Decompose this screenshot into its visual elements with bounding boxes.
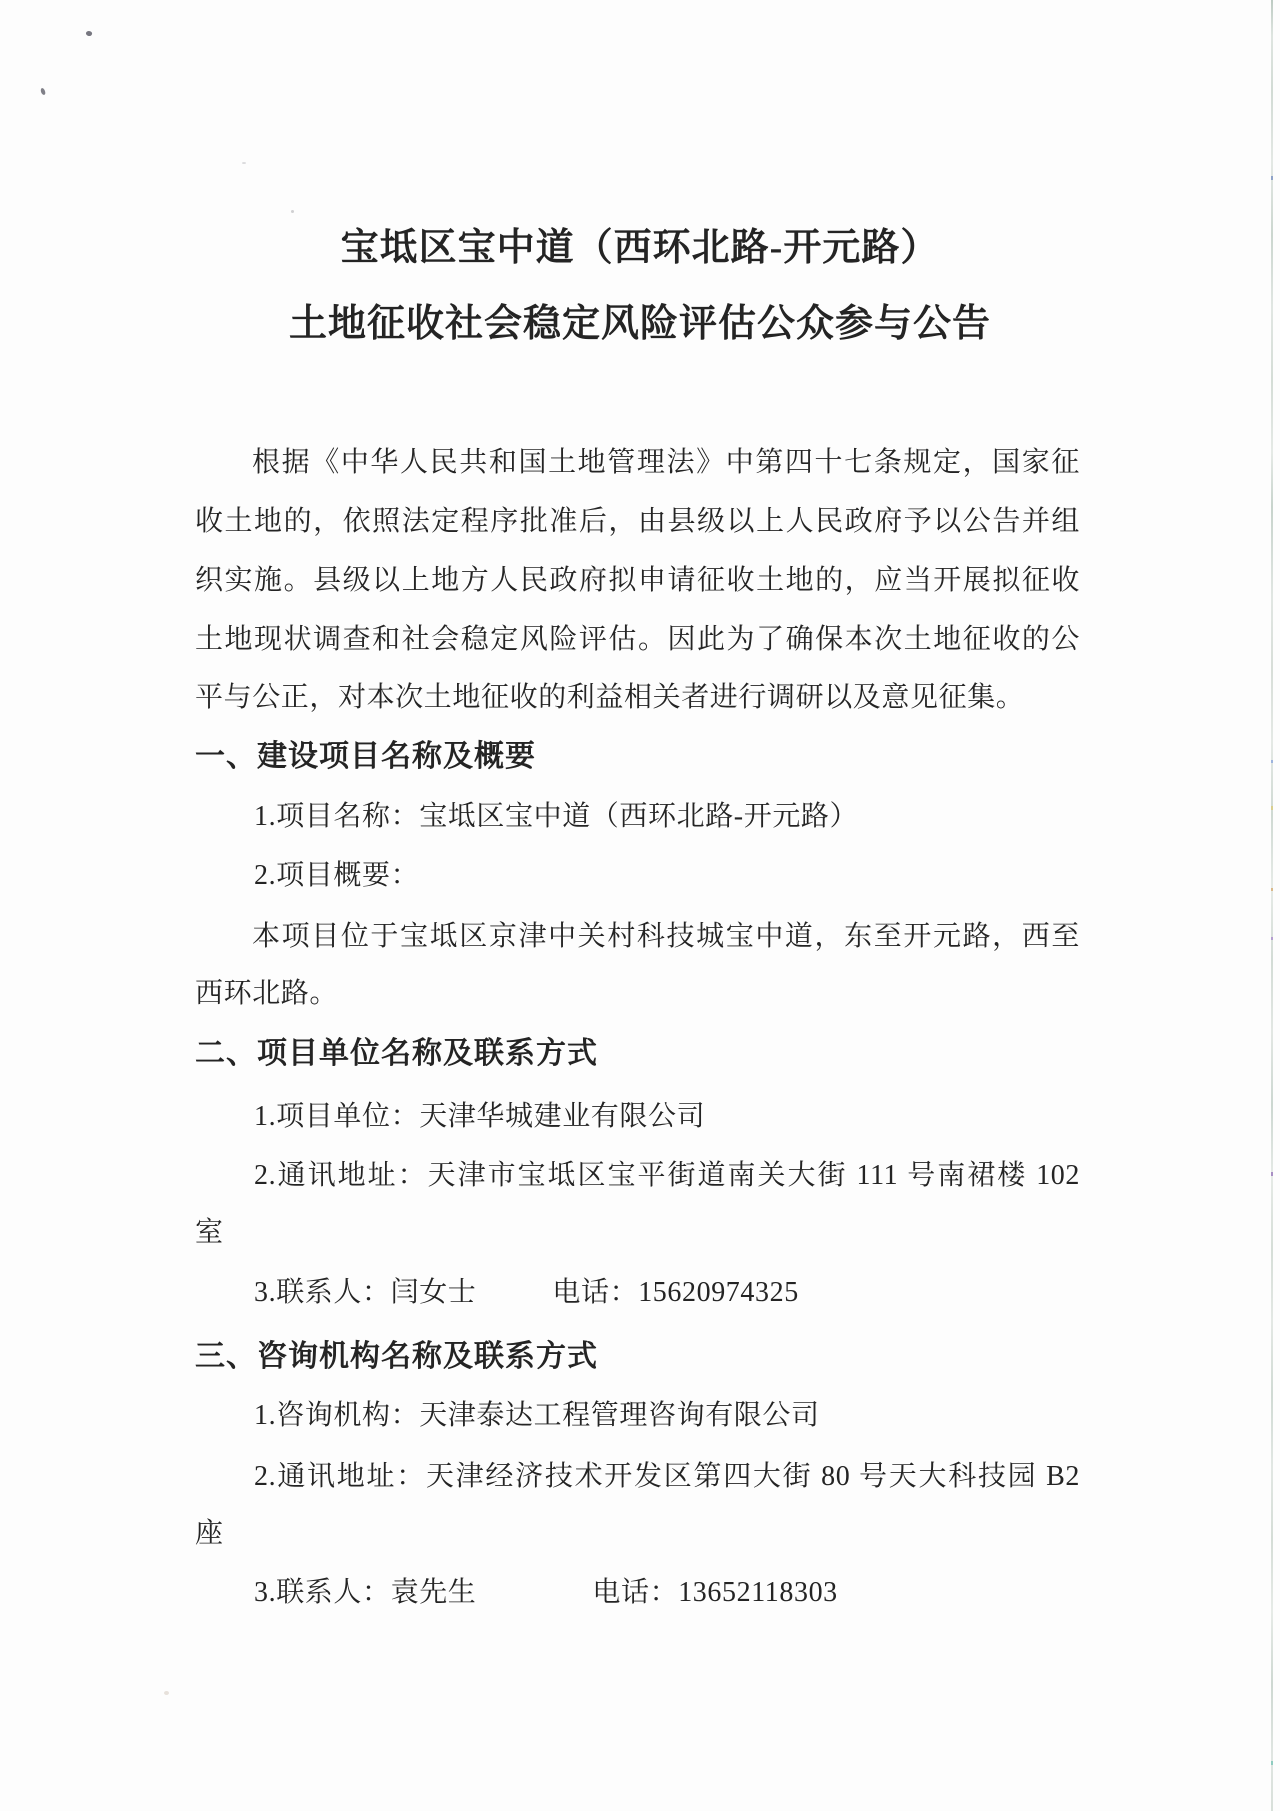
consulting-agency-address-line: 2.通讯地址：天津经济技术开发区第四大街 80 号天大科技园 B2 bbox=[254, 1461, 1080, 1492]
document-title-line2: 土地征收社会稳定风险评估公众参与公告 bbox=[288, 303, 991, 345]
project-unit-item: 1.项目单位：天津华城建业有限公司 bbox=[254, 1101, 706, 1132]
project-unit-contact-line bbox=[195, 1276, 1080, 1310]
contact-phone: 电话：15620974325 bbox=[552, 1277, 799, 1308]
intro-paragraph-line: 土地现状调查和社会稳定风险评估。因此为了确保本次土地征收的公 bbox=[195, 624, 1080, 655]
scan-artifact-vertical-streak bbox=[1271, 0, 1273, 1811]
consulting-agency-address-line: 座 bbox=[195, 1518, 224, 1549]
project-summary-item: 2.项目概要： bbox=[254, 860, 420, 891]
scan-artifact-speck bbox=[291, 210, 294, 213]
consulting-agency-contact-line bbox=[195, 1576, 1080, 1610]
project-unit-address-line: 2.通讯地址：天津市宝坻区宝平街道南关大街 111 号南裙楼 102 bbox=[254, 1160, 1080, 1191]
scan-artifact-tick bbox=[1271, 176, 1273, 180]
scan-artifact-speck bbox=[242, 162, 246, 164]
scan-artifact-speck bbox=[85, 30, 93, 37]
intro-paragraph-line: 平与公正，对本次土地征收的利益相关者进行调研以及意见征集。 bbox=[195, 682, 1025, 713]
scan-artifact-tick bbox=[1271, 888, 1273, 891]
intro-paragraph-line: 根据《中华人民共和国土地管理法》中第四十七条规定，国家征 bbox=[252, 447, 1080, 478]
consulting-agency-item: 1.咨询机构：天津泰达工程管理咨询有限公司 bbox=[254, 1400, 820, 1431]
section-heading-consulting-agency: 三、咨询机构名称及联系方式 bbox=[195, 1340, 598, 1373]
scan-artifact-tick bbox=[1271, 937, 1273, 940]
scan-artifact-speck bbox=[40, 88, 46, 96]
document-title-line1: 宝坻区宝中道（西环北路-开元路） bbox=[340, 227, 940, 269]
project-summary-line: 西环北路。 bbox=[195, 978, 339, 1009]
project-summary-line: 本项目位于宝坻区京津中关村科技城宝中道，东至开元路，西至 bbox=[252, 921, 1080, 952]
contact-person: 3.联系人：闫女士 bbox=[254, 1277, 477, 1308]
intro-paragraph-line: 收土地的，依照法定程序批准后，由县级以上人民政府予以公告并组 bbox=[195, 506, 1080, 537]
intro-paragraph-line: 织实施。县级以上地方人民政府拟申请征收土地的，应当开展拟征收 bbox=[195, 565, 1080, 596]
scan-artifact-tick bbox=[1271, 760, 1273, 763]
scan-artifact-tick bbox=[1271, 806, 1273, 810]
section-heading-project-name: 一、建设项目名称及概要 bbox=[195, 740, 536, 773]
scan-artifact-tick bbox=[1271, 1761, 1273, 1765]
scan-artifact-tick bbox=[1271, 1172, 1273, 1176]
project-unit-address-line: 室 bbox=[195, 1217, 224, 1248]
scan-artifact-speck bbox=[164, 1691, 169, 1695]
contact-phone: 电话：13652118303 bbox=[592, 1577, 838, 1608]
project-name-item: 1.项目名称：宝坻区宝中道（西环北路-开元路） bbox=[254, 801, 859, 832]
section-heading-project-unit: 二、项目单位名称及联系方式 bbox=[195, 1037, 598, 1070]
contact-person: 3.联系人：袁先生 bbox=[254, 1577, 477, 1608]
